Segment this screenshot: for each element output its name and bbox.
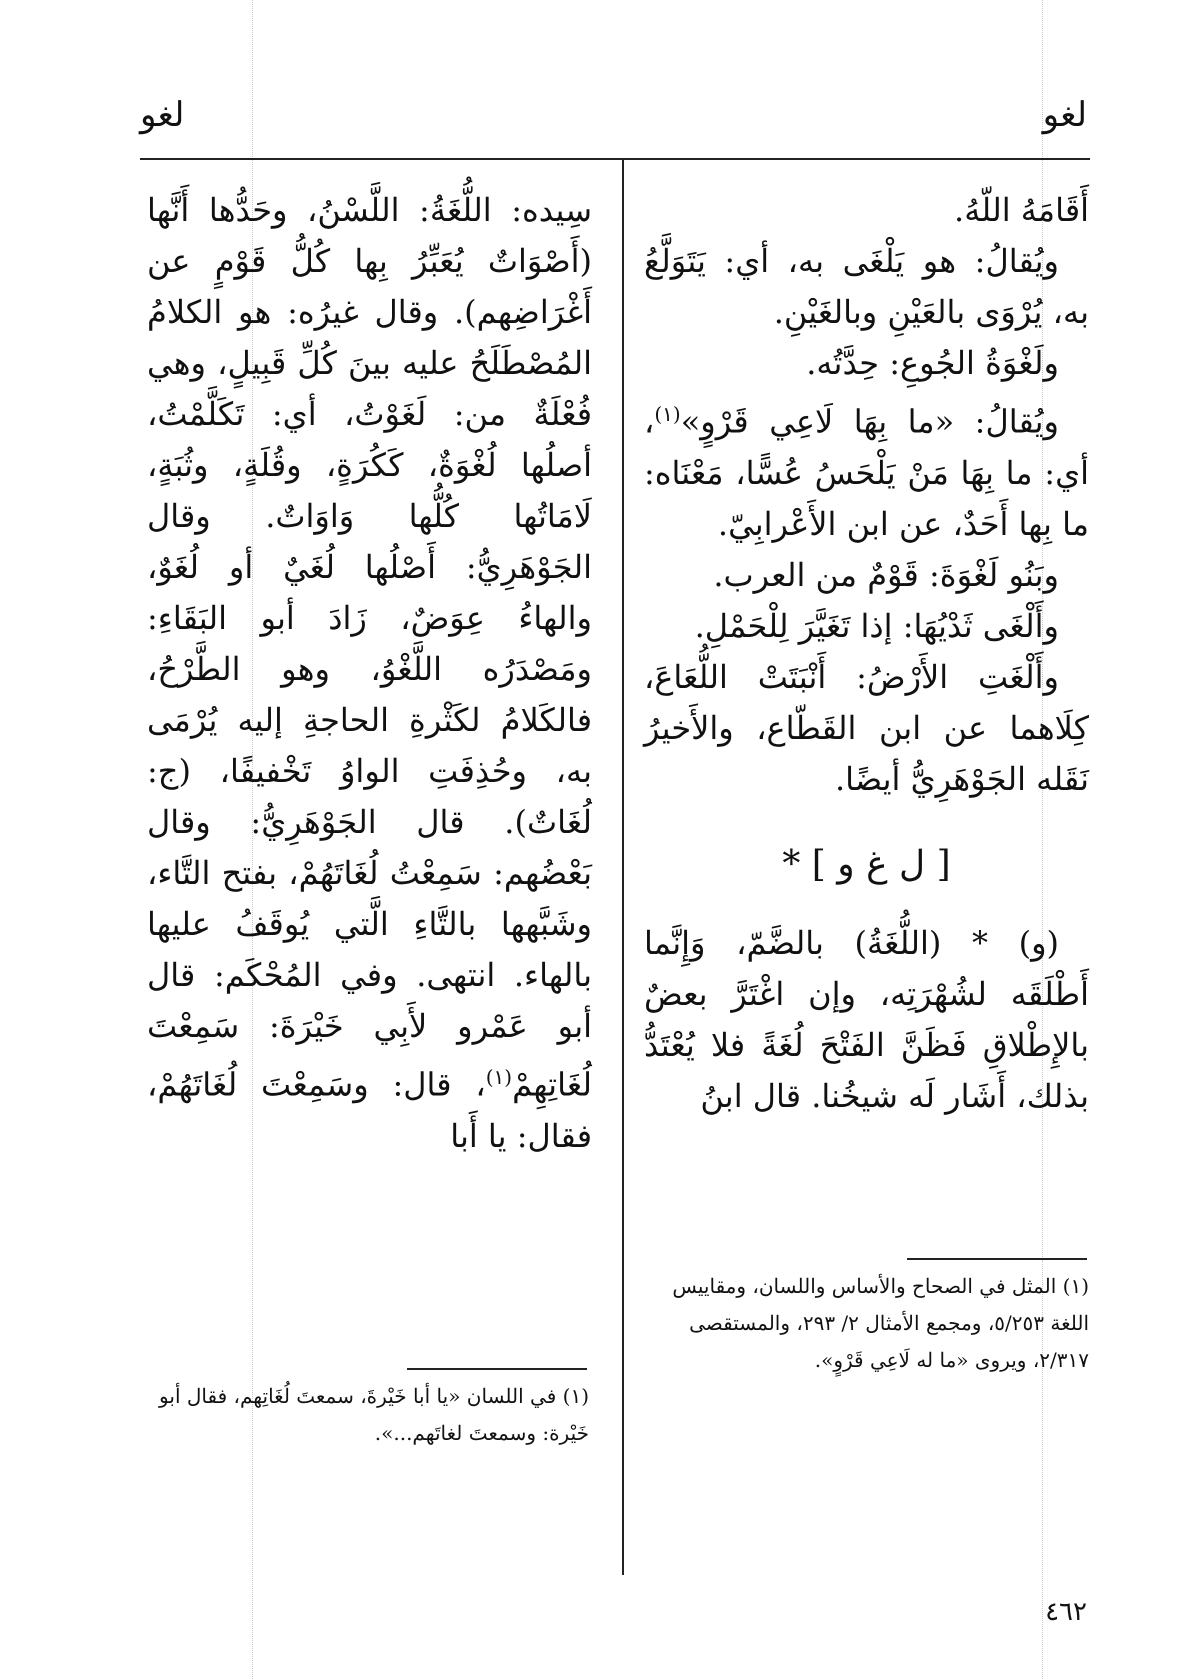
running-header-left: لغو [140, 95, 185, 135]
header-rule [140, 158, 1090, 160]
right-column [644, 185, 1089, 1122]
column-divider [622, 160, 624, 1575]
entry-heading: [ ل غ و ] * [782, 843, 951, 885]
paragraph: (و) * (اللُّغَةُ) بالضَّمّ، وَإِنَّما أَطْلَقَه لشُهْرَتِه، وإن اغْتَرَّ بعضٌ بالإِطْلاقِ فَظَنَّ الفَتْحَ لُغَةً فلا يُعْتَدُّ بذلك، أَشَار لَه شيخُنا. قال ابنُ [644, 923, 1089, 1115]
page-number: ٤٦٢ [1045, 1597, 1087, 1627]
footnote-left: (١) في اللسان «يا أبا خَيْرةَ، سمعتَ لُغَاتِهم، فقال أبو خَيْرة: وسمعتَ لغاتَهم...». [159, 1384, 589, 1445]
paragraph: وأَلْغَى ثَدْيُهَا: إذا تَغَيَّرَ لِلْحَمْلِ. [694, 606, 1059, 645]
footnote-rule [907, 1258, 1087, 1260]
left-column [147, 185, 592, 1162]
paragraph-text: ، أي: ما بِهَا مَنْ يَلْحَسُ عُسًّا، مَعْنَاه: ما بِها أَحَدٌ، عن ابن الأَعْرابِيّ. [644, 402, 1089, 543]
footnote-marker: (١) [654, 402, 681, 426]
paragraph: ويُقالُ: هو يَلْغَى به، أي: يَتَوَلَّعُ به، يُرْوَى بالعَيْنِ وبالغَيْنِ. [644, 242, 1089, 331]
footnote-rule [407, 1368, 587, 1370]
paragraph: وبَنُو لَغْوَةَ: قَوْمٌ من العرب. [713, 555, 1059, 594]
paragraph: ولَغْوَةُ الجُوعِ: حِدَّتُه. [806, 344, 1059, 382]
paragraph: وأَلْغَتِ الأَرْضُ: أَنْبَتَتْ اللُّعَاعَ، كِلَاهما عن ابن القَطّاع، والأَخيرُ نَقَله الجَوْهَرِيُّ أيضًا. [644, 657, 1089, 798]
paragraph: أَقَامَهُ اللّهُ. [954, 191, 1089, 229]
paragraph-text: سِيده: اللُّغَةُ: اللَّسْنُ، وحَدُّها أَنَّها (أَصْوَاتٌ يُعَبِّرُ بِها كُلُّ قَوْمٍ عن أَغْرَاضِهم). وقال غيرُه: هو الكلامُ المُصْطَلَحُ عليه بينَ كُلِّ قَبِيلٍ، وهي فُعْلَةٌ من: لَغَوْتُ، أي: تَكَلَّمْتُ، أصلُها لُغْوَةٌ، كَكُرَةٍ، وقُلَةٍ، وثُبَةٍ، لَامَاتُها كُلُّها وَاوَاتٌ. وقال الجَوْهَرِيُّ: أَصْلُها لُغَيٌ أو لُغَوٌ، والهاءُ عِوَضٌ، زَادَ أبو البَقَاءِ: ومَصْدَرُه اللَّغْوُ، وهو الطَّرْحُ، فالكَلامُ لكَثْرةِ الحاجةِ إليه يُرْمَى به، وحُذِفَتِ الواوُ تَخْفيفًا، (ج: لُغَاتٌ). قال الجَوْهَرِيُّ: وقال بَعْضُهم: سَمِعْتُ لُغَاتَهُمْ، بفتح التَّاء، وشَبَّهها بالتَّاءِ الَّتي يُوقَفُ عليها بالهاء. انتهى. وفي المُحْكَم: قال أبو عَمْرو لأَبِي خَيْرَةَ: سَمِعْتَ لُغَاتِهِمْ [147, 191, 592, 1104]
running-header-right: لغو [1042, 95, 1087, 135]
paragraph [644, 389, 1089, 550]
footnote-right: (١) المثل في الصحاح والأساس واللسان، ومقاييس اللغة ٥/٢٥٣، ومجمع الأمثال ٢/ ٢٩٣، والمستقصى ٢/٣١٧، ويروى «ما له لَاعِي قَرْوٍ». [672, 1274, 1089, 1372]
paragraph-text: ، قال: وسَمِعْتَ لُغَاتَهُمْ، فقال: يا أَبا [147, 1065, 592, 1155]
paragraph-text: ويُقالُ: «ما بِهَا لَاعِي قَرْوٍ» [680, 402, 1059, 441]
footnote-marker: (١) [485, 1065, 513, 1089]
paragraph [147, 185, 592, 1162]
